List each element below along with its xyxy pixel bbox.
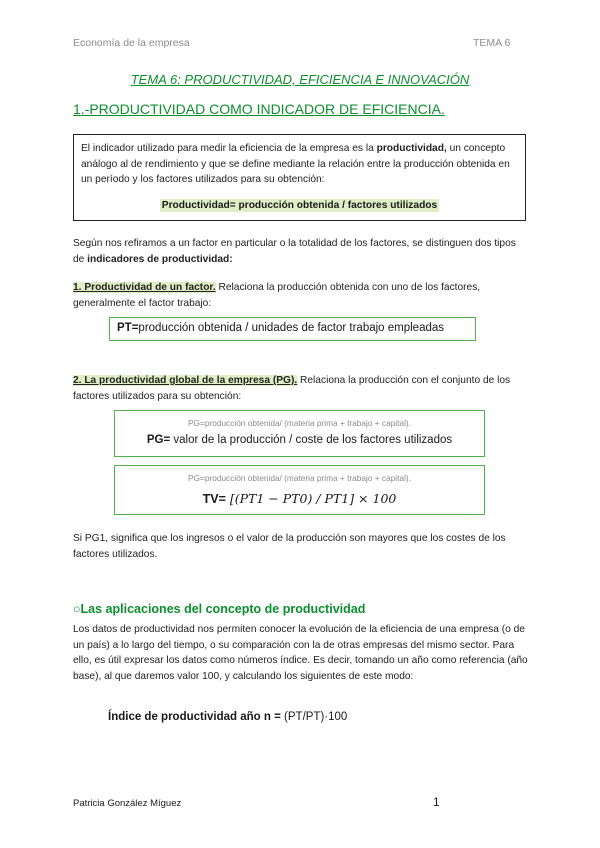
productividad-formula: Productividad= producción obtenida / factores utilizados <box>161 200 438 211</box>
tv-formula-text: [(PT1 − PT0) / PT1] × 100 <box>225 491 397 506</box>
type2-paragraph <box>73 373 528 404</box>
pt-formula-bold: PT= <box>117 322 139 334</box>
pg-formula-box <box>114 410 485 457</box>
intro-paragraph <box>73 236 528 267</box>
header-right: TEMA 6 <box>473 37 511 49</box>
tv-formula-bold: TV= <box>202 492 226 506</box>
type1-paragraph <box>73 280 528 311</box>
type1-label: 1. Productividad de un factor. <box>73 282 216 293</box>
definition-bold-word: productividad, <box>376 143 447 154</box>
page-number: 1 <box>433 795 440 809</box>
header-left: Economía de la empresa <box>73 37 190 49</box>
intro-bold: indicadores de productividad: <box>87 253 233 265</box>
section2-paragraph: Los datos de productividad nos permiten conocer la evolución de la eficiencia de una empresa (o de un país) a lo largo del tiempo, o su comparación con la de otras empresas del mismo sector. Para ello, es útil expresar los datos como números índice. Es decir, tomando un año como referencia (año base), al que daremos valor 100, y calculando los siguientes de este modo: <box>73 624 528 682</box>
pg-small-formula: PG=producción obtenida/ (materia prima + trabajo + capital). <box>188 418 411 428</box>
pt-formula-box <box>109 317 476 341</box>
pg-formula-text: valor de la producción / coste de los factores utilizados <box>170 434 453 446</box>
section1-heading: 1.-PRODUCTIVIDAD COMO INDICADOR DE EFICIENCIA. <box>73 101 445 117</box>
pt-formula-text: producción obtenida / unidades de factor trabajo empleadas <box>138 322 445 334</box>
index-bold: Índice de productividad año n = <box>108 711 285 723</box>
type1-text: Relaciona la producción obtenida con uno de los factores, generalmente el factor trabajo: <box>73 282 481 309</box>
type2-label: 2. La productividad global de la empresa (PG). <box>73 375 298 386</box>
pg-formula-bold: PG= <box>146 434 171 446</box>
type2-text: Relaciona la producción con el conjunto de los factores utilizados para su obtención: <box>73 375 511 402</box>
footer-author: Patricia González Míguez <box>73 798 182 809</box>
definition-text <box>81 141 518 188</box>
pg-note: Si PG1, significa que los ingresos o el valor de la producción son mayores que los costes de los factores utilizados. <box>73 533 506 560</box>
definition-text-before: El indicador utilizado para medir la eficiencia de la empresa es la <box>81 143 377 154</box>
definition-text-after: un concepto análogo al de rendimiento y que se define mediante la relación entre la producción obtenida en un período y los factores utilizados para su obtención: <box>81 143 510 185</box>
definition-box <box>73 134 526 221</box>
document-title: TEMA 6: PRODUCTIVIDAD, EFICIENCIA E INNOVACIÓN <box>130 72 470 87</box>
tv-formula-box <box>114 465 485 515</box>
tv-small-formula: PG=producción obtenida/ (materia prima + trabajo + capital). <box>188 473 411 483</box>
productivity-index-formula <box>108 711 347 723</box>
section2-heading: ○Las aplicaciones del concepto de productividad <box>73 602 366 616</box>
intro-text: Según nos refiramos a un factor en particular o la totalidad de los factores, se distinguen dos tipos de <box>73 238 516 265</box>
index-text: (PT/PT)·100 <box>284 711 348 723</box>
